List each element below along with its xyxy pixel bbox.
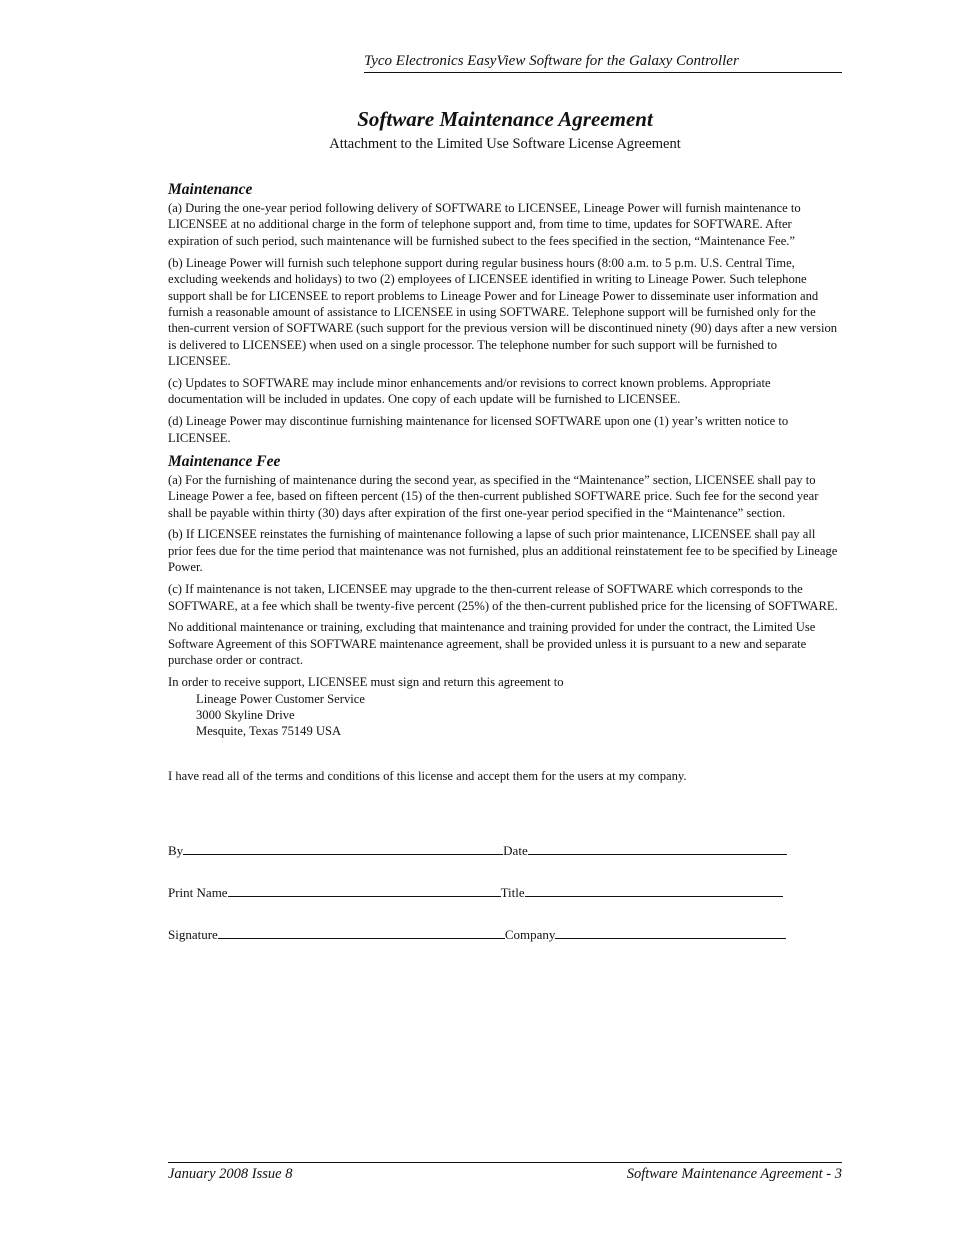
signature-field[interactable] — [218, 925, 505, 939]
title-label: Title — [500, 885, 525, 900]
fee-paragraph-additional: No additional maintenance or training, excluding that maintenance and training provided for under the contract, the Limited Use Software Agreement of this SOFTWARE maintenance agreement, shall be provided unless it is pursuant to a new and separate purchase order or contract. — [168, 620, 816, 668]
maintenance-paragraph-d: (d) Lineage Power may discontinue furnishing maintenance for licensed SOFTWARE upon one (1) year’s written notice to LICENSEE. — [168, 414, 789, 445]
return-intro: In order to receive support, LICENSEE must sign and return this agreement to — [168, 675, 564, 690]
company-field[interactable] — [555, 925, 786, 939]
address-line-2: 3000 Skyline Drive — [196, 707, 295, 722]
title-field[interactable] — [525, 883, 783, 897]
company-label: Company — [504, 927, 556, 942]
page-subtitle: Attachment to the Limited Use Software License Agreement — [329, 136, 681, 152]
footer-page-label: Software Maintenance Agreement - 3 — [626, 1166, 842, 1182]
address-line-3: Mesquite, Texas 75149 USA — [196, 724, 342, 739]
maintenance-paragraph-b: (b) Lineage Power will furnish such telephone support during regular business hours (8:00 a.m. to 5 p.m. U.S. Central Time, excluding weekends and holidays) to two (2) employees of LICENSEE identified in writing to Lineage Power. Such telephone support shall be for LICENSEE to report problems to Lineage Power and for Lineage Power to disseminate user information and furnish a reasonable amount of assistance to LICENSEE in using SOFTWARE. Telephone support will be furnished only for the then-current version of SOFTWARE (such support for the previous version will be discontinued ninety (90) days after a new version is delivered to LICENSEE) when used on a single processor. The telephone number for such support will be furnished to LICENSEE. — [168, 255, 838, 369]
print-name-field[interactable] — [228, 883, 501, 897]
maintenance-fee-heading: Maintenance Fee — [168, 452, 281, 470]
maintenance-paragraph-c: (c) Updates to SOFTWARE may include minor enhancements and/or revisions to correct known problems. Appropriate documentation will be included in updates. One copy of each update will be furnished to LICENSEE. — [168, 376, 771, 407]
fee-paragraph-c: (c) If maintenance is not taken, LICENSEE may upgrade to the then-current release of SOFTWARE which corresponds to the SOFTWARE, at a fee which shall be twenty-five percent (25%) of the then-current published price for the licensing of SOFTWARE. — [168, 582, 838, 613]
signature-row-2 — [168, 883, 783, 901]
running-header: Tyco Electronics EasyView Software for the Galaxy Controller — [364, 52, 842, 73]
footer-issue: January 2008 Issue 8 — [168, 1166, 293, 1182]
address-line-1: Lineage Power Customer Service — [196, 691, 365, 706]
signature-row-1 — [168, 841, 787, 859]
page-title: Software Maintenance Agreement — [357, 107, 653, 131]
date-label: Date — [503, 843, 528, 858]
maintenance-heading: Maintenance — [168, 181, 253, 198]
fee-paragraph-b: (b) If LICENSEE reinstates the furnishing of maintenance following a lapse of such prior maintenance, LICENSEE shall pay all prior fees due for the time period that maintenance was not furnished, plus an additional reinstatement fee to be specified by Lineage Power. — [168, 527, 838, 575]
by-field[interactable] — [183, 841, 503, 855]
signature-row-3 — [168, 925, 786, 943]
page-footer — [168, 1162, 842, 1182]
print-name-label: Print Name — [168, 885, 228, 900]
date-field[interactable] — [528, 841, 787, 855]
by-label: By — [168, 843, 184, 858]
acceptance-statement: I have read all of the terms and conditions of this license and accept them for the users at my company. — [168, 768, 687, 783]
fee-paragraph-a: (a) For the furnishing of maintenance during the second year, as specified in the “Maintenance” section, LICENSEE shall pay to Lineage Power a fee, based on fifteen percent (15) of the then-current published SOFTWARE price. Such fee for the second year shall be payable within thirty (30) days after expiration of the first one-year period specified in the “Maintenance” section. — [168, 472, 819, 520]
agreement-body — [168, 180, 842, 784]
signature-label: Signature — [168, 927, 218, 942]
maintenance-paragraph-a: (a) During the one-year period following delivery of SOFTWARE to LICENSEE, Lineage Power will furnish maintenance to LICENSEE at no additional charge in the form of telephone support and, from time to time, updates for SOFTWARE. After expiration of such period, such maintenance will be furnished subect to the fees specified in the section, “Maintenance Fee.” — [168, 201, 801, 248]
